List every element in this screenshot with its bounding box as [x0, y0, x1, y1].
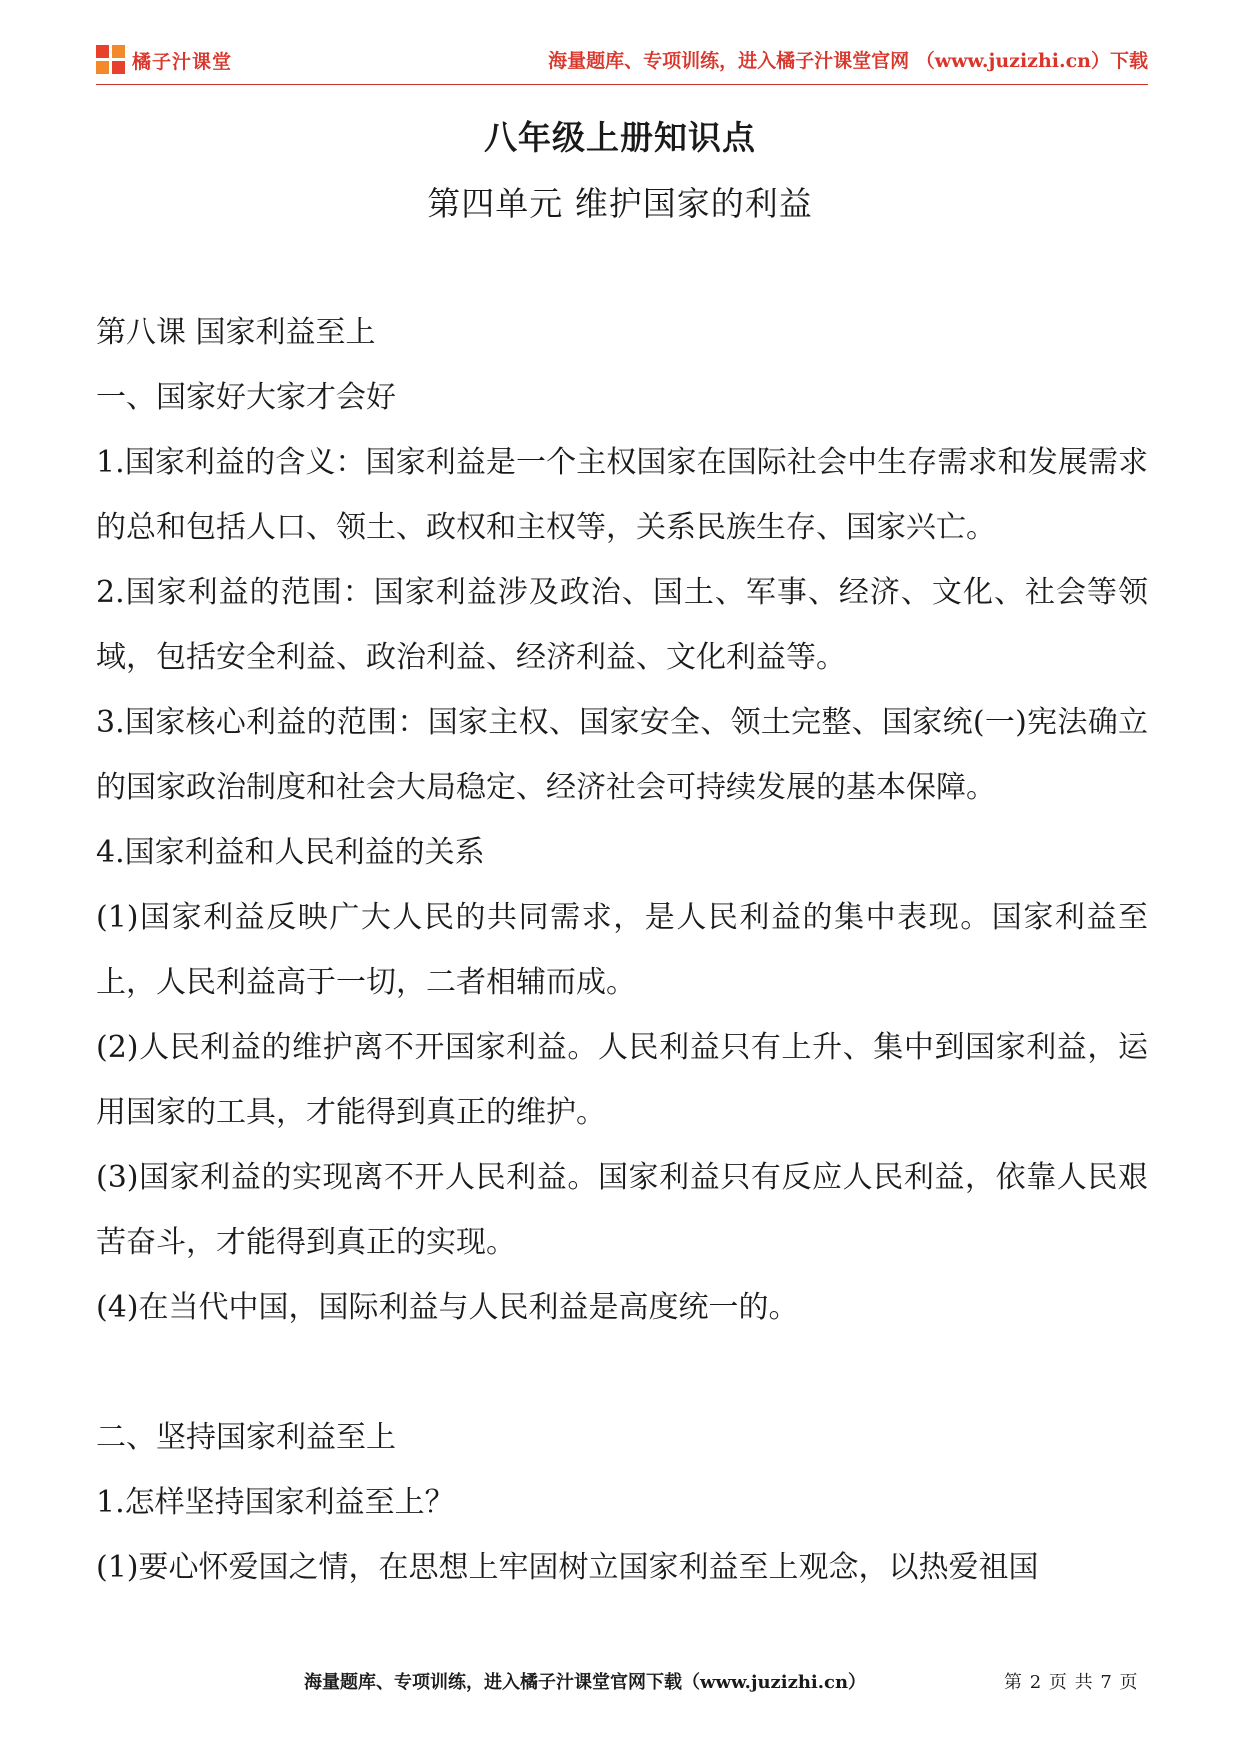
page-title: 八年级上册知识点	[484, 118, 756, 157]
page-header	[96, 38, 1148, 82]
section-heading: 二、坚持国家利益至上	[96, 1420, 396, 1455]
paragraph: 1.国家利益的含义：国家利益是一个主权国家在国际社会中生存需求和发展需求的总和包括人口、领土、政权和主权等，关系民族生存、国家兴亡。	[96, 445, 1148, 545]
footer-text: 海量题库、专项训练，进入橘子汁课堂官网下载（www.juzizhi.cn）	[304, 1672, 867, 1693]
paragraph: (1)国家利益反映广大人民的共同需求，是人民利益的集中表现。国家利益至上，人民利益高于一切，二者相辅而成。	[96, 900, 1148, 1000]
paragraph: (3)国家利益的实现离不开人民利益。国家利益只有反应人民利益，依靠人民艰苦奋斗，才能得到真正的实现。	[96, 1160, 1148, 1260]
page-subtitle: 第四单元 维护国家的利益	[427, 184, 813, 223]
header-tagline: 海量题库、专项训练，进入橘子汁课堂官网 （www.juzizhi.cn）下载	[548, 50, 1148, 72]
paragraph: (2)人民利益的维护离不开国家利益。人民利益只有上升、集中到国家利益，运用国家的工具，才能得到真正的维护。	[96, 1030, 1148, 1130]
page-number: 第 2 页 共 7 页	[1004, 1672, 1139, 1693]
brand-logo[interactable]	[96, 42, 232, 78]
logo-icon	[96, 45, 126, 75]
paragraph-spacer	[96, 1340, 1148, 1405]
paragraph: (4)在当代中国，国际利益与人民利益是高度统一的。	[96, 1290, 799, 1325]
paragraph: 2.国家利益的范围：国家利益涉及政治、国土、军事、经济、文化、社会等领域，包括安全利益、政治利益、经济利益、文化利益等。	[96, 575, 1148, 675]
logo-square	[96, 61, 109, 74]
paragraph: (1)要心怀爱国之情，在思想上牢固树立国家利益至上观念，以热爱祖国	[96, 1550, 1039, 1585]
paragraph: 1.怎样坚持国家利益至上？	[96, 1485, 455, 1520]
logo-square	[112, 45, 125, 58]
lesson-heading: 第八课 国家利益至上	[96, 315, 376, 350]
header-divider	[96, 84, 1148, 85]
paragraph: 4.国家利益和人民利益的关系	[96, 835, 485, 870]
paragraph: 3.国家核心利益的范围：国家主权、国家安全、领土完整、国家统(一)宪法确立的国家政治制度和社会大局稳定、经济社会可持续发展的基本保障。	[96, 705, 1148, 805]
logo-text: 橘子汁课堂	[132, 50, 233, 73]
section-heading: 一、国家好大家才会好	[96, 380, 396, 415]
logo-square	[96, 45, 109, 58]
logo-square	[112, 61, 125, 74]
document-body	[96, 300, 1148, 1600]
